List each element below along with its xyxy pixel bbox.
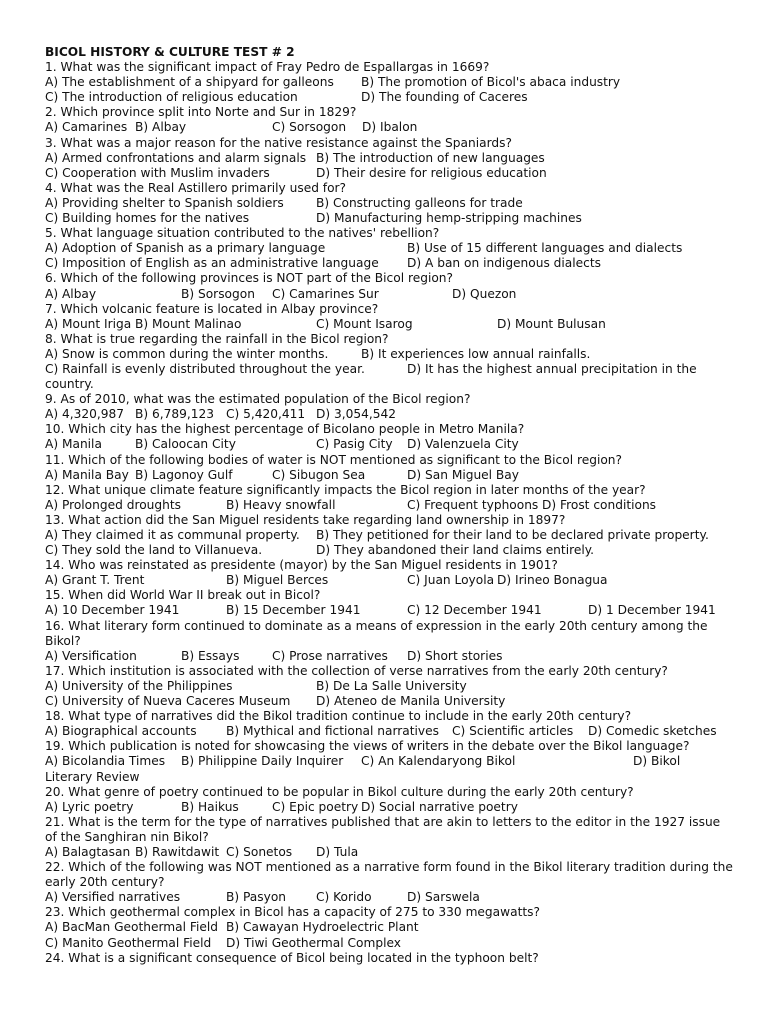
answer-option: B) Rawitdawit <box>135 844 220 859</box>
test-title: BICOL HISTORY & CULTURE TEST # 2 <box>45 45 295 59</box>
question-3-options-row <box>45 166 735 181</box>
answer-option: B) Constructing galleons for trade <box>316 195 523 210</box>
answer-option: D) Irineo Bonagua <box>497 573 608 588</box>
question-5-options-row <box>45 241 735 256</box>
question-22-options-row <box>45 890 735 905</box>
answer-option: A) Manila <box>45 437 102 452</box>
question-6-options-row <box>45 287 735 302</box>
answer-option: A) Camarines <box>45 120 128 135</box>
question-8-option-continuation: country. <box>45 377 94 392</box>
answer-option: B) Essays <box>181 648 240 663</box>
answer-option: C) Imposition of English as an administrative language <box>45 256 379 271</box>
question-2-options-row <box>45 120 735 135</box>
answer-option: C) University of Nueva Caceres Museum <box>45 694 291 709</box>
answer-option: A) Versification <box>45 648 137 663</box>
answer-option: A) Mount Iriga <box>45 316 132 331</box>
answer-option: C) Camarines Sur <box>272 286 379 301</box>
answer-option: B) Use of 15 different languages and dialects <box>407 241 683 256</box>
question-8-options-row <box>45 362 735 377</box>
answer-option: C) Sibugon Sea <box>272 467 366 482</box>
answer-option: C) Korido <box>316 890 372 905</box>
answer-option: C) Pasig City <box>316 437 393 452</box>
answer-option: B) Haikus <box>181 799 239 814</box>
question-21-options-row <box>45 845 735 860</box>
answer-option: A) They claimed it as communal property. <box>45 528 300 542</box>
answer-option: C) Rainfall is evenly distributed throughout the year. <box>45 361 365 376</box>
answer-option: A) Versified narratives <box>45 890 181 905</box>
question-12-options-row <box>45 498 735 513</box>
answer-option: B) They petitioned for their land to be declared private property. <box>316 528 709 542</box>
answer-option: B) Albay <box>135 120 187 135</box>
question-21-text: 21. What is the term for the type of narratives published that are akin to letters to the editor in the 1927 issue of the Sanghiran nin Bikol? <box>45 814 721 844</box>
answer-option: D) The founding of Caceres <box>361 90 528 105</box>
answer-option: D) Short stories <box>407 648 503 663</box>
answer-option: D) San Miguel Bay <box>407 467 519 482</box>
question-16-text: 16. What literary form continued to dominate as a means of expression in the early 20th century among the Bikol? <box>45 618 708 648</box>
answer-option: B) Cawayan Hydroelectric Plant <box>226 920 419 935</box>
answer-option: D) Tiwi Geothermal Complex <box>226 935 401 950</box>
question-10-options-row <box>45 437 735 452</box>
answer-option: C) The introduction of religious education <box>45 90 298 105</box>
question-5-text: 5. What language situation contributed to the natives' rebellion? <box>45 226 440 241</box>
answer-option: C) Prose narratives <box>272 648 388 663</box>
answer-option: C) Frequent typhoons <box>407 497 539 512</box>
question-9-options-row <box>45 407 735 422</box>
answer-option: A) Bicolandia Times <box>45 754 166 769</box>
question-17-text: 17. Which institution is associated with the collection of verse narratives from the early 20th century? <box>45 663 668 678</box>
answer-option: D) Ateneo de Manila University <box>316 694 506 709</box>
answer-option: D) Frost conditions <box>542 497 657 512</box>
answer-option: D) Mount Bulusan <box>497 316 606 331</box>
question-18-text: 18. What type of narratives did the Bikol tradition continue to include in the early 20th century? <box>45 709 632 724</box>
question-11-options-row <box>45 468 735 483</box>
question-23-options-row <box>45 936 735 951</box>
answer-option: C) Cooperation with Muslim invaders <box>45 165 270 180</box>
question-5-options-row <box>45 256 735 271</box>
answer-option: B) Pasyon <box>226 890 287 905</box>
question-19-option-continuation: Literary Review <box>45 769 140 784</box>
answer-option: A) BacMan Geothermal Field <box>45 920 219 935</box>
question-8-text: 8. What is true regarding the rainfall in the Bicol region? <box>45 331 389 346</box>
answer-option: B) De La Salle University <box>316 678 467 693</box>
answer-option: B) It experiences low annual rainfalls. <box>361 346 591 361</box>
answer-option: A) Biographical accounts <box>45 724 197 739</box>
question-9-text: 9. As of 2010, what was the estimated population of the Bicol region? <box>45 392 471 407</box>
answer-option: B) 6,789,123 <box>135 407 215 422</box>
answer-option: C) An Kalendaryong Bikol <box>361 754 516 769</box>
question-14-text: 14. Who was reinstated as presidente (mayor) by the San Miguel residents in 1901? <box>45 558 558 573</box>
question-23-options-row <box>45 920 735 935</box>
question-14-options-row <box>45 573 735 588</box>
question-20-options-row <box>45 800 735 815</box>
question-12-text: 12. What unique climate feature significantly impacts the Bicol region in later months of the year? <box>45 482 646 497</box>
question-11-text: 11. Which of the following bodies of water is NOT mentioned as significant to the Bicol region? <box>45 452 622 467</box>
question-1-options-row <box>45 75 735 90</box>
answer-option: C) Scientific articles <box>452 724 574 739</box>
answer-option: B) Caloocan City <box>135 437 236 452</box>
question-17-options-row <box>45 679 735 694</box>
answer-option: A) Grant T. Trent <box>45 573 145 588</box>
answer-option: B) 15 December 1941 <box>226 603 361 618</box>
question-17-options-row <box>45 694 735 709</box>
answer-option: B) Philippine Daily Inquirer <box>181 754 344 769</box>
answer-option: D) They abandoned their land claims entirely. <box>316 543 595 558</box>
question-4-options-row <box>45 196 735 211</box>
answer-option: D) Valenzuela City <box>407 437 519 452</box>
answer-option: A) Balagtasan <box>45 844 131 859</box>
answer-option: D) Social narrative poetry <box>361 799 518 814</box>
question-4-options-row <box>45 211 735 226</box>
answer-option: A) The establishment of a shipyard for galleons <box>45 75 334 90</box>
answer-option: D) Quezon <box>452 286 517 301</box>
question-13-text: 13. What action did the San Miguel residents take regarding land ownership in 1897? <box>45 512 566 527</box>
question-7-text: 7. Which volcanic feature is located in Albay province? <box>45 301 379 316</box>
answer-option: C) 12 December 1941 <box>407 603 542 618</box>
answer-option: C) Mount Isarog <box>316 316 413 331</box>
answer-option: A) Prolonged droughts <box>45 497 181 512</box>
answer-option: D) Manufacturing hemp-stripping machines <box>316 211 582 226</box>
question-19-text: 19. Which publication is noted for showcasing the views of writers in the debate over the Bikol language? <box>45 739 690 754</box>
answer-option: D) A ban on indigenous dialects <box>407 256 601 271</box>
answer-option: B) Miguel Berces <box>226 573 329 588</box>
question-6-text: 6. Which of the following provinces is NOT part of the Bicol region? <box>45 271 453 286</box>
answer-option: A) Armed confrontations and alarm signals <box>45 150 307 165</box>
question-15-options-row <box>45 603 735 618</box>
question-1-text: 1. What was the significant impact of Fray Pedro de Espallargas in 1669? <box>45 60 490 75</box>
question-15-text: 15. When did World War II break out in Bicol? <box>45 588 321 603</box>
answer-option: B) Heavy snowfall <box>226 497 336 512</box>
question-13-options-row <box>45 528 735 543</box>
answer-option: C) 5,420,411 <box>226 407 306 422</box>
answer-option: B) The introduction of new languages <box>316 150 545 165</box>
question-8-options-row <box>45 347 735 362</box>
answer-option: B) The promotion of Bicol's abaca industry <box>361 75 621 90</box>
answer-option: C) Manito Geothermal Field <box>45 935 212 950</box>
question-10-text: 10. Which city has the highest percentage of Bicolano people in Metro Manila? <box>45 422 525 437</box>
question-7-options-row <box>45 317 735 332</box>
answer-option: D) Tula <box>316 844 359 859</box>
question-24-text: 24. What is a significant consequence of Bicol being located in the typhoon belt? <box>45 950 539 965</box>
question-16-options-row <box>45 649 735 664</box>
answer-option: A) University of the Philippines <box>45 678 233 693</box>
answer-option: D) Sarswela <box>407 890 480 905</box>
question-23-text: 23. Which geothermal complex in Bicol has a capacity of 275 to 330 megawatts? <box>45 905 540 920</box>
answer-option: A) Providing shelter to Spanish soldiers <box>45 195 284 210</box>
question-3-options-row <box>45 151 735 166</box>
answer-option: B) Mount Malinao <box>135 316 242 331</box>
question-20-text: 20. What genre of poetry continued to be popular in Bikol culture during the early 20th century? <box>45 784 634 799</box>
answer-option: D) 1 December 1941 <box>588 603 716 618</box>
answer-option: A) Manila Bay <box>45 467 129 482</box>
answer-option: D) 3,054,542 <box>316 407 397 422</box>
answer-option: C) Building homes for the natives <box>45 211 250 226</box>
answer-option: A) Lyric poetry <box>45 799 134 814</box>
answer-option: D) Comedic sketches <box>588 724 717 739</box>
answer-option: C) Juan Loyola <box>407 573 495 588</box>
answer-option: A) Snow is common during the winter months. <box>45 346 329 361</box>
answer-option: B) Mythical and fictional narratives <box>226 724 439 739</box>
answer-option: A) Adoption of Spanish as a primary language <box>45 241 326 256</box>
question-18-options-row <box>45 724 735 739</box>
question-19-options-row <box>45 754 735 769</box>
answer-option: C) Sorsogon <box>272 120 347 135</box>
answer-option: C) Epic poetry <box>272 799 359 814</box>
question-1-options-row <box>45 90 735 105</box>
answer-option: A) Albay <box>45 286 97 301</box>
answer-option: D) Ibalon <box>362 120 418 135</box>
test-sheet <box>45 45 735 966</box>
question-2-text: 2. Which province split into Norte and Sur in 1829? <box>45 105 357 120</box>
answer-option: C) Sonetos <box>226 844 293 859</box>
answer-option: D) Their desire for religious education <box>316 165 547 180</box>
answer-option: A) 4,320,987 <box>45 407 124 422</box>
answer-option: D) Bikol <box>633 754 681 769</box>
answer-option: C) They sold the land to Villanueva. <box>45 543 263 558</box>
answer-option: D) It has the highest annual precipitation in the <box>407 361 697 376</box>
answer-option: A) 10 December 1941 <box>45 603 180 618</box>
answer-option: B) Sorsogon <box>181 286 255 301</box>
question-13-options-row <box>45 543 735 558</box>
question-4-text: 4. What was the Real Astillero primarily used for? <box>45 180 347 195</box>
question-list <box>45 60 735 966</box>
answer-option: B) Lagonoy Gulf <box>135 467 233 482</box>
question-22-text: 22. Which of the following was NOT mentioned as a narrative form found in the Bikol literary tradition during the early 20th century? <box>45 860 733 890</box>
question-3-text: 3. What was a major reason for the native resistance against the Spaniards? <box>45 135 512 150</box>
